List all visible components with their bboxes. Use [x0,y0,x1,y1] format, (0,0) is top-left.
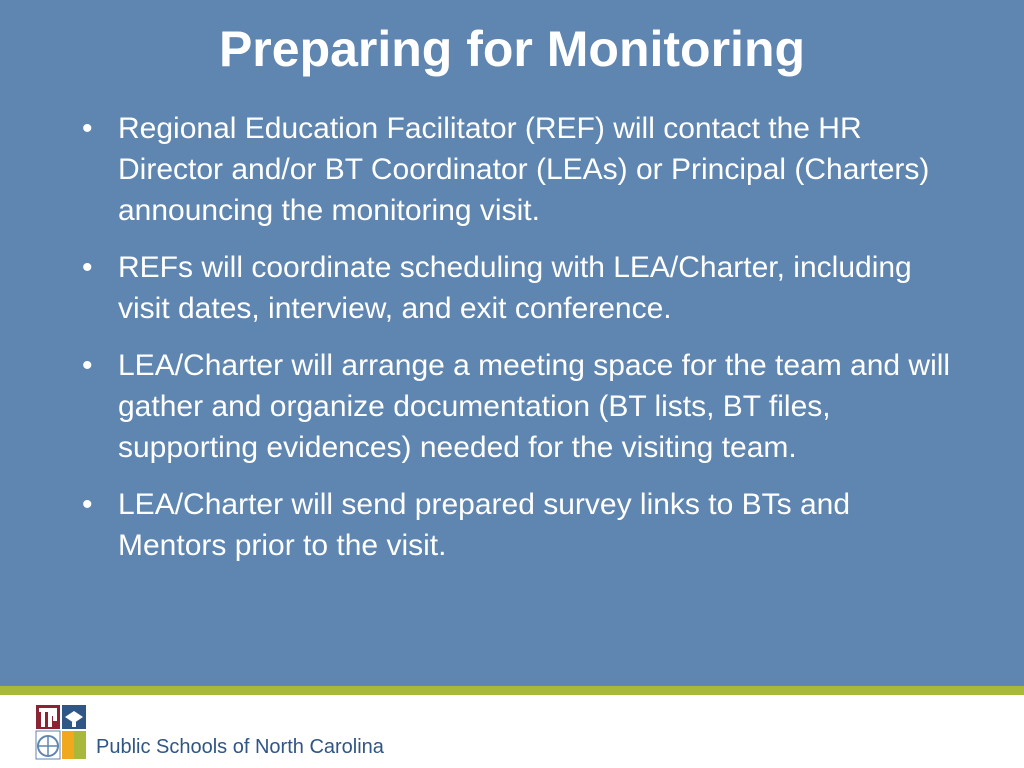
bullet-item-scheduling [74,247,954,329]
bullet-text: REFs will coordinate scheduling with LEA/Charter, including visit dates, interview, and exit conference. [118,251,912,325]
bullet-icon: • [82,488,93,521]
bullet-icon: • [82,112,93,145]
bullet-item-documentation [74,345,954,468]
green-divider-bar [0,686,1024,695]
bullet-text: LEA/Charter will arrange a meeting space for the team and will gather and organize documentation (BT lists, BT files, supporting evidences) needed for the visiting team. [118,349,951,464]
bullet-list [74,108,954,582]
bullet-text: Regional Education Facilitator (REF) will contact the HR Director and/or BT Coordinator (LEAs) or Principal (Charters) announcing the monitoring visit. [118,112,930,227]
slide-title: Preparing for Monitoring [218,21,806,77]
bullet-icon: • [82,349,93,382]
bullet-text: LEA/Charter will send prepared survey links to BTs and Mentors prior to the visit. [118,488,851,562]
bullet-item-ref-contact [74,108,954,231]
slide-footer [0,695,1024,768]
nc-public-schools-logo-icon [34,703,88,761]
organization-name: Public Schools of North Carolina [96,736,384,758]
bullet-item-survey-links [74,484,954,566]
bullet-icon: • [82,251,93,284]
